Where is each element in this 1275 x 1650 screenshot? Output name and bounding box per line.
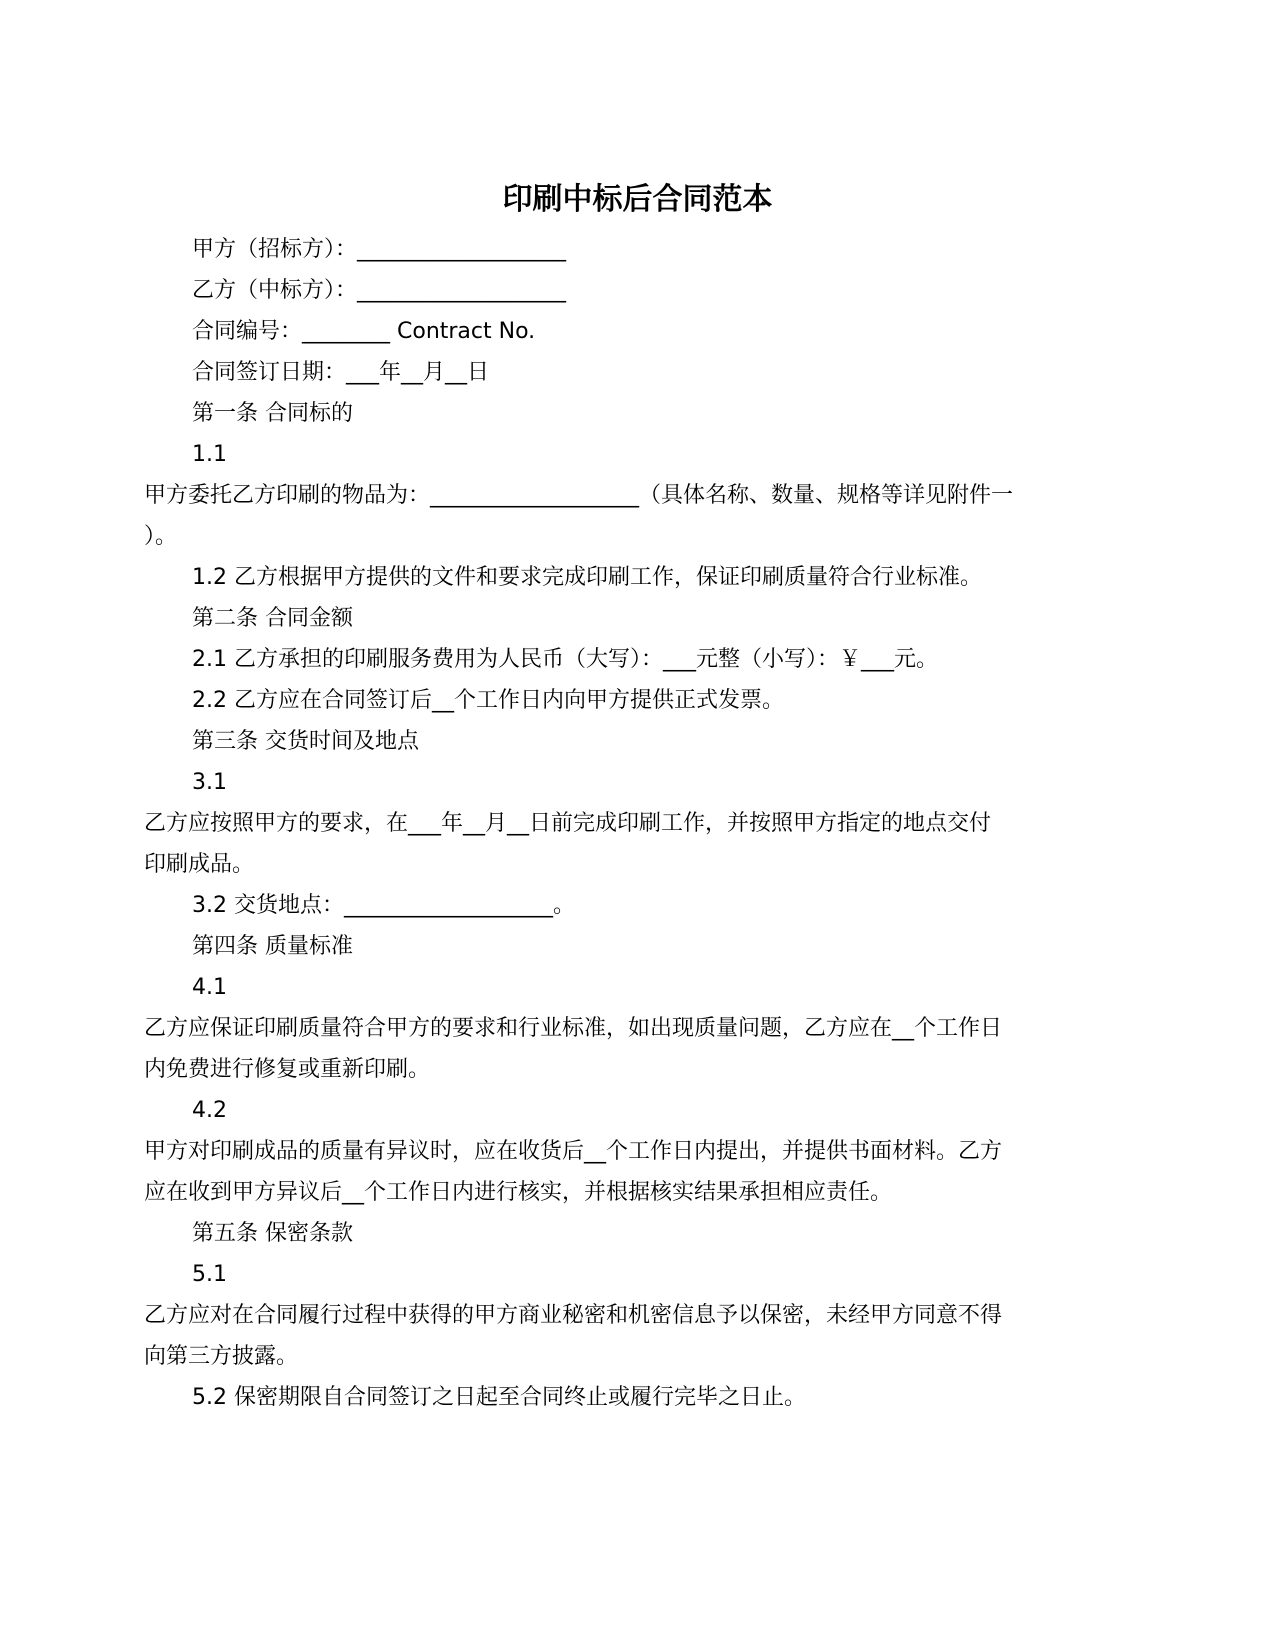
document-body <box>144 229 1079 1418</box>
clause-4-2-number: 4.2 <box>192 1098 227 1123</box>
clause-5-2: 5.2 保密期限自合同签订之日起至合同终止或履行完毕之日止。 <box>192 1385 806 1410</box>
clause-2-2: 2.2 乙方应在合同签订后__个工作日内向甲方提供正式发票。 <box>192 688 784 713</box>
clause-1-1-line-1: 甲方委托乙方印刷的物品为：___________________（具体名称、数量、规格等详见附件一 <box>144 483 1014 508</box>
sign-date-field: 合同签订日期：___年__月__日 <box>192 360 490 385</box>
clause-4-2-line-1: 甲方对印刷成品的质量有异议时，应在收货后__个工作日内提出，并提供书面材料。乙方 <box>144 1139 1003 1164</box>
clause-4-1-number: 4.1 <box>192 975 227 1000</box>
section-4-heading: 第四条 质量标准 <box>192 934 353 959</box>
clause-4-1-line-1: 乙方应保证印刷质量符合甲方的要求和行业标准，如出现质量问题，乙方应在__个工作日 <box>144 1016 1003 1041</box>
clause-3-2: 3.2 交货地点：___________________。 <box>192 893 575 918</box>
clause-5-1-line-2: 向第三方披露。 <box>144 1344 299 1369</box>
section-5-heading: 第五条 保密条款 <box>192 1221 353 1246</box>
clause-5-1-text <box>144 1295 1079 1377</box>
document-title: 印刷中标后合同范本 <box>502 182 773 217</box>
section-1-heading: 第一条 合同标的 <box>192 401 353 426</box>
contract-number-field: 合同编号：________ Contract No. <box>192 319 536 344</box>
clause-3-1-number: 3.1 <box>192 770 227 795</box>
clause-3-1-text <box>144 803 1079 885</box>
clause-1-1-text <box>144 475 1079 557</box>
section-2-heading: 第二条 合同金额 <box>192 606 353 631</box>
clause-1-1-number: 1.1 <box>192 442 227 467</box>
party-b-field: 乙方（中标方）：___________________ <box>192 278 567 303</box>
clause-5-1-line-1: 乙方应对在合同履行过程中获得的甲方商业秘密和机密信息予以保密，未经甲方同意不得 <box>144 1303 1003 1328</box>
clause-3-1-line-2: 印刷成品。 <box>144 852 255 877</box>
clause-4-1-text <box>144 1008 1079 1090</box>
clause-4-2-text <box>144 1131 1079 1213</box>
clause-3-1-line-1: 乙方应按照甲方的要求，在___年__月__日前完成印刷工作，并按照甲方指定的地点交付 <box>144 811 992 836</box>
clause-4-1-line-2: 内免费进行修复或重新印刷。 <box>144 1057 431 1082</box>
clause-1-2: 1.2 乙方根据甲方提供的文件和要求完成印刷工作，保证印刷质量符合行业标准。 <box>192 565 982 590</box>
party-a-field: 甲方（招标方）：___________________ <box>192 237 567 262</box>
clause-5-1-number: 5.1 <box>192 1262 227 1287</box>
clause-4-2-line-2: 应在收到甲方异议后__个工作日内进行核实，并根据核实结果承担相应责任。 <box>144 1180 893 1205</box>
clause-2-1: 2.1 乙方承担的印刷服务费用为人民币（大写）：___元整（小写）：￥___元。 <box>192 647 938 672</box>
section-3-heading: 第三条 交货时间及地点 <box>192 729 419 754</box>
clause-1-1-line-2: ）。 <box>144 524 178 549</box>
